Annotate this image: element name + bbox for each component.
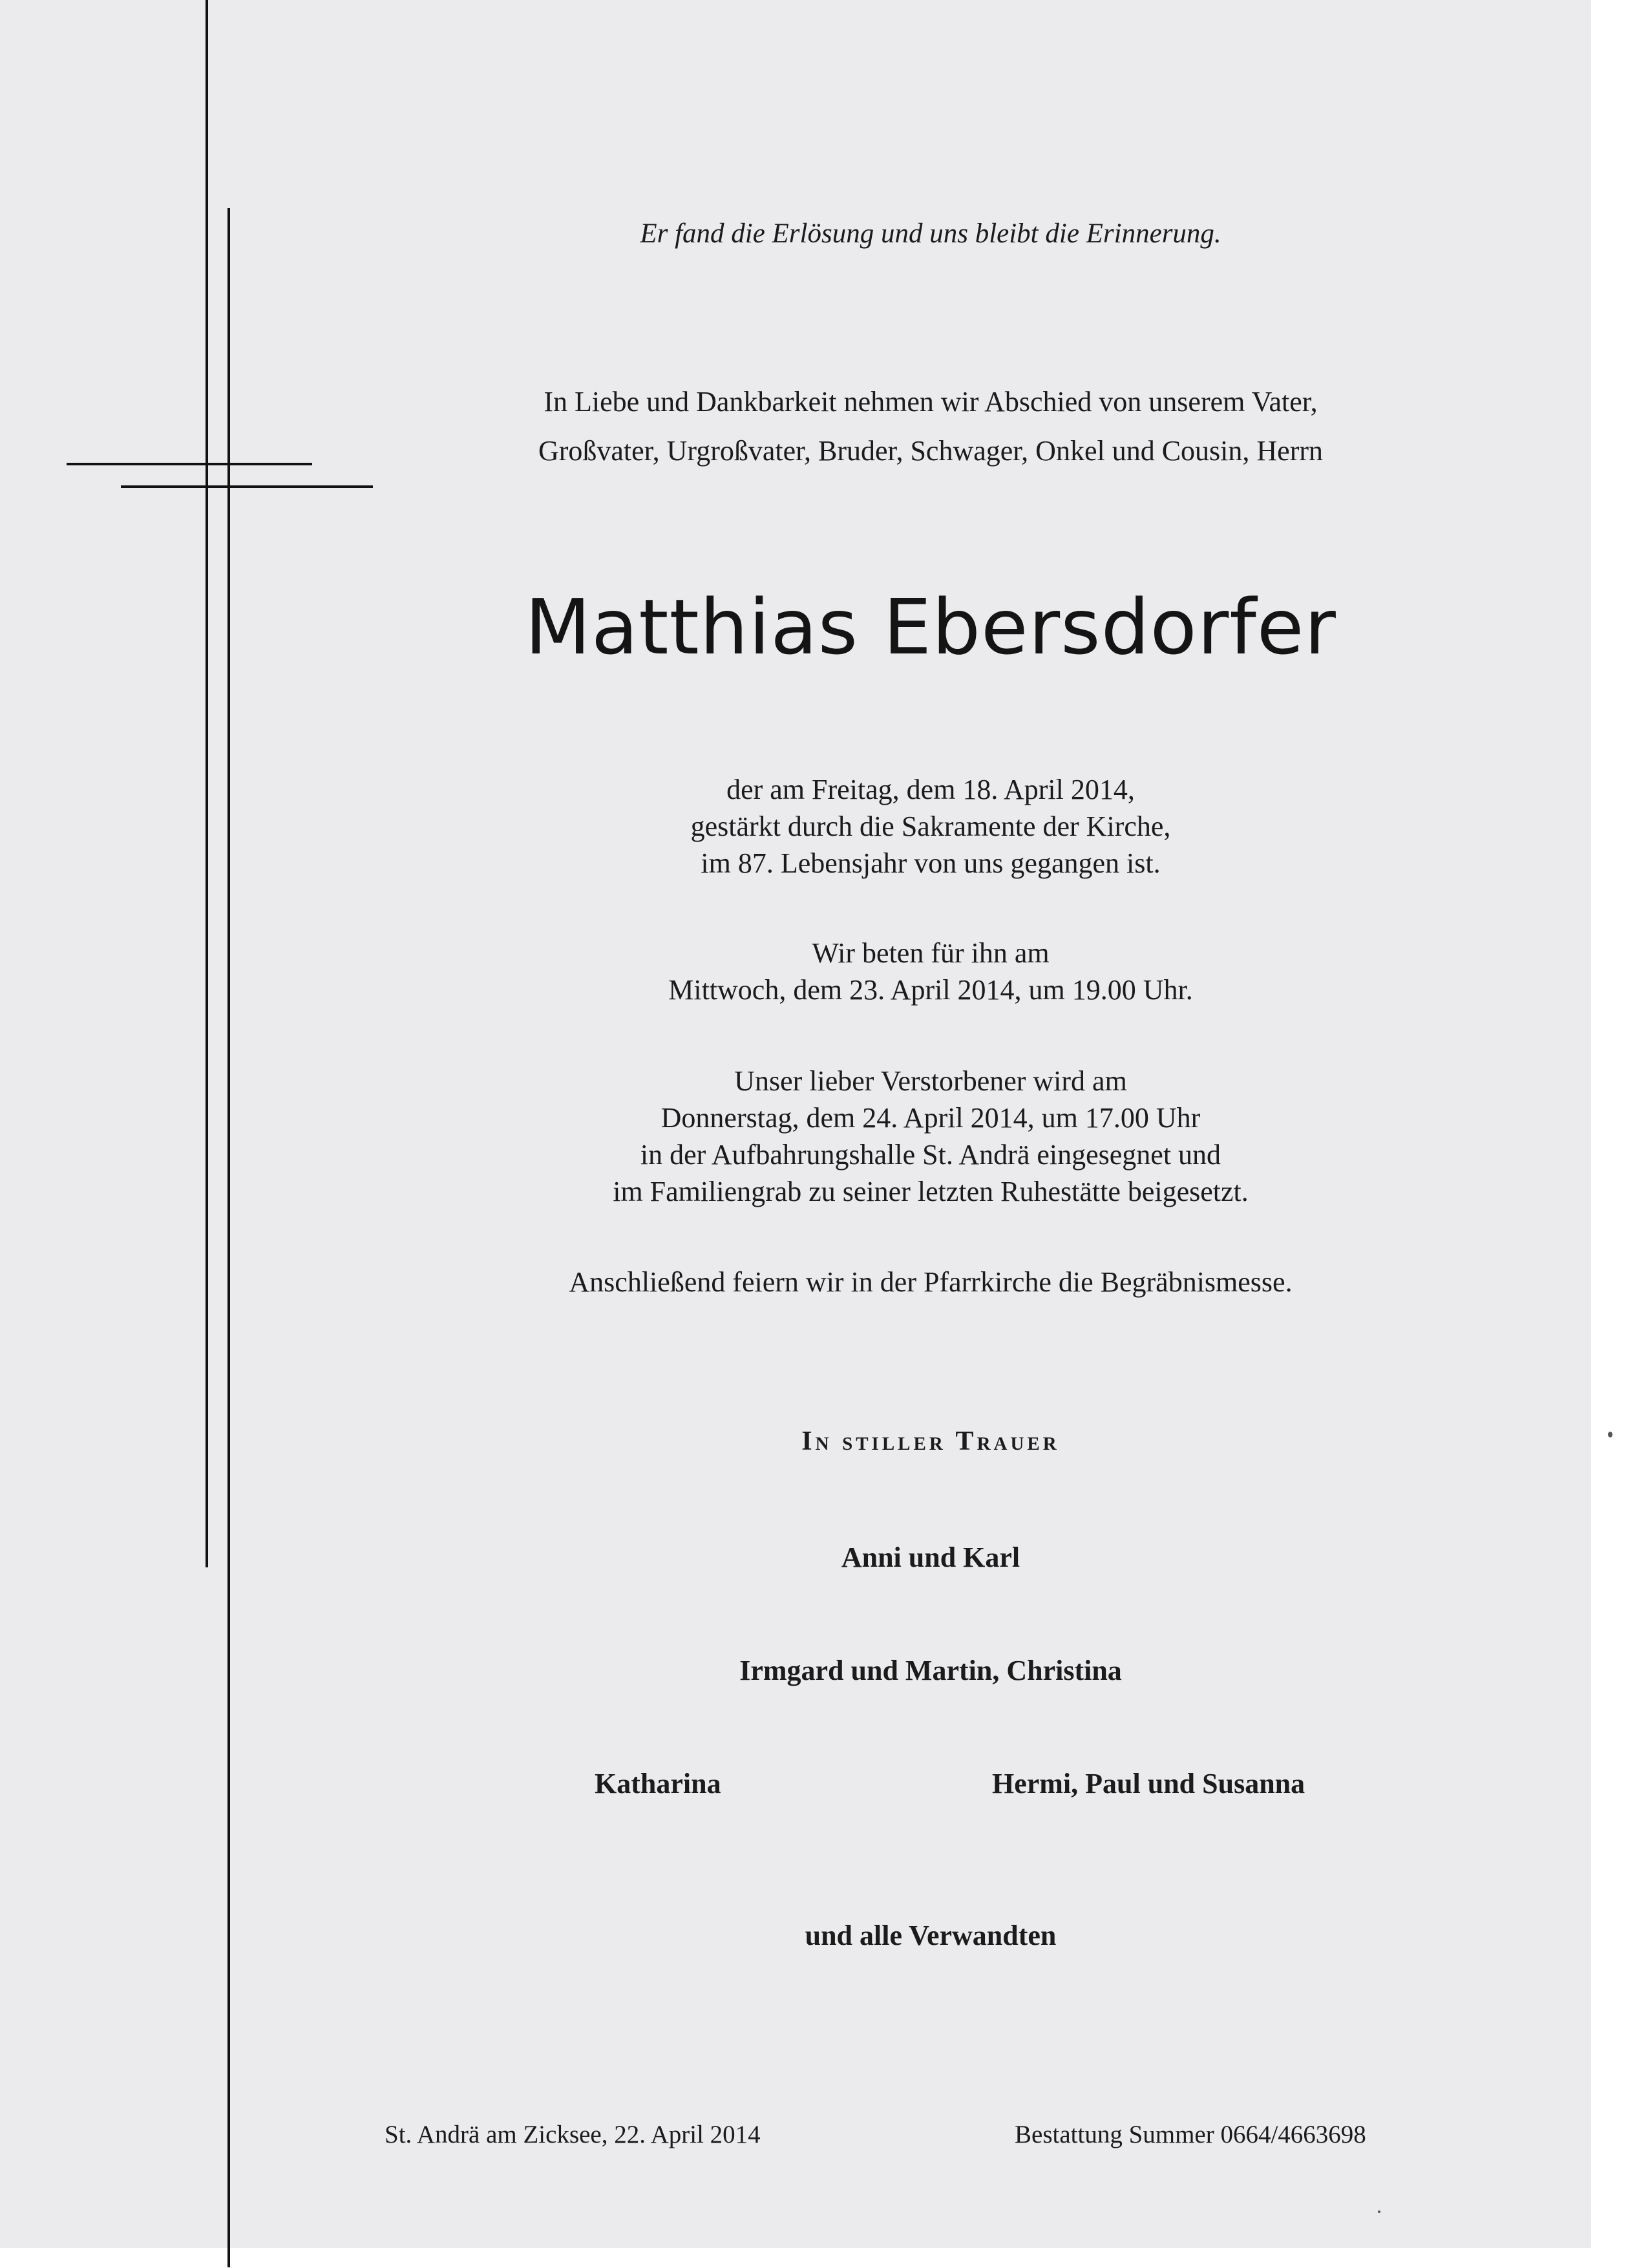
burial-notice [388, 1063, 1474, 1210]
mourning-heading: In stiller Trauer [801, 1426, 1060, 1456]
footer-place-date: St. Andrä am Zicksee, 22. April 2014 [385, 2121, 761, 2148]
scan-edge-bottom [0, 2248, 1648, 2268]
cross-lower-horizontal [121, 485, 373, 488]
burial-line: Donnerstag, dem 24. April 2014, um 17.00 Uhr [660, 1102, 1201, 1134]
mourner-relatives: und alle Verwandten [805, 1920, 1057, 1951]
scan-speck [1608, 1432, 1612, 1437]
death-notice-line: im 87. Lebensjahr von uns gegangen ist. [701, 847, 1161, 879]
intro-line: In Liebe und Dankbarkeit nehmen wir Abschied von unserem Vater, [544, 386, 1318, 418]
mourner-names: Hermi, Paul und Susanna [992, 1768, 1305, 1799]
deceased-name: Matthias Ebersdorfer [525, 582, 1336, 672]
cross-upper-horizontal [67, 463, 312, 465]
mass-notice: Anschließend feiern wir in der Pfarrkirche die Begräbnismesse. [569, 1266, 1293, 1298]
motto: Er fand die Erlösung und uns bleibt die Erinnerung. [640, 218, 1221, 249]
mourner-names: Katharina [595, 1768, 721, 1799]
burial-line: Unser lieber Verstorbener wird am [734, 1065, 1127, 1097]
cross-top-left-vertical [206, 0, 208, 1567]
cross-right-vertical [227, 208, 230, 2267]
mourner-names: Anni und Karl [841, 1542, 1020, 1573]
mourner-names: Irmgard und Martin, Christina [739, 1655, 1122, 1686]
intro-line: Großvater, Urgroßvater, Bruder, Schwager, Onkel und Cousin, Herrn [538, 435, 1324, 467]
prayer-line: Mittwoch, dem 23. April 2014, um 19.00 Uhr. [668, 974, 1193, 1006]
death-notice-line: gestärkt durch die Sakramente der Kirche, [690, 811, 1171, 842]
burial-line: im Familiengrab zu seiner letzten Ruhestätte beigesetzt. [613, 1176, 1249, 1207]
intro-text [388, 377, 1474, 476]
death-notice-line: der am Freitag, dem 18. April 2014, [726, 774, 1135, 805]
footer-funeral-home: Bestattung Summer 0664/4663698 [1015, 2121, 1366, 2148]
prayer-notice [388, 935, 1474, 1008]
prayer-line: Wir beten für ihn am [812, 937, 1050, 969]
scan-edge-right [1591, 0, 1648, 2268]
death-notice [388, 771, 1474, 882]
burial-line: in der Aufbahrungshalle St. Andrä eingesegnet und [640, 1139, 1221, 1171]
scan-speck [1378, 2210, 1380, 2213]
